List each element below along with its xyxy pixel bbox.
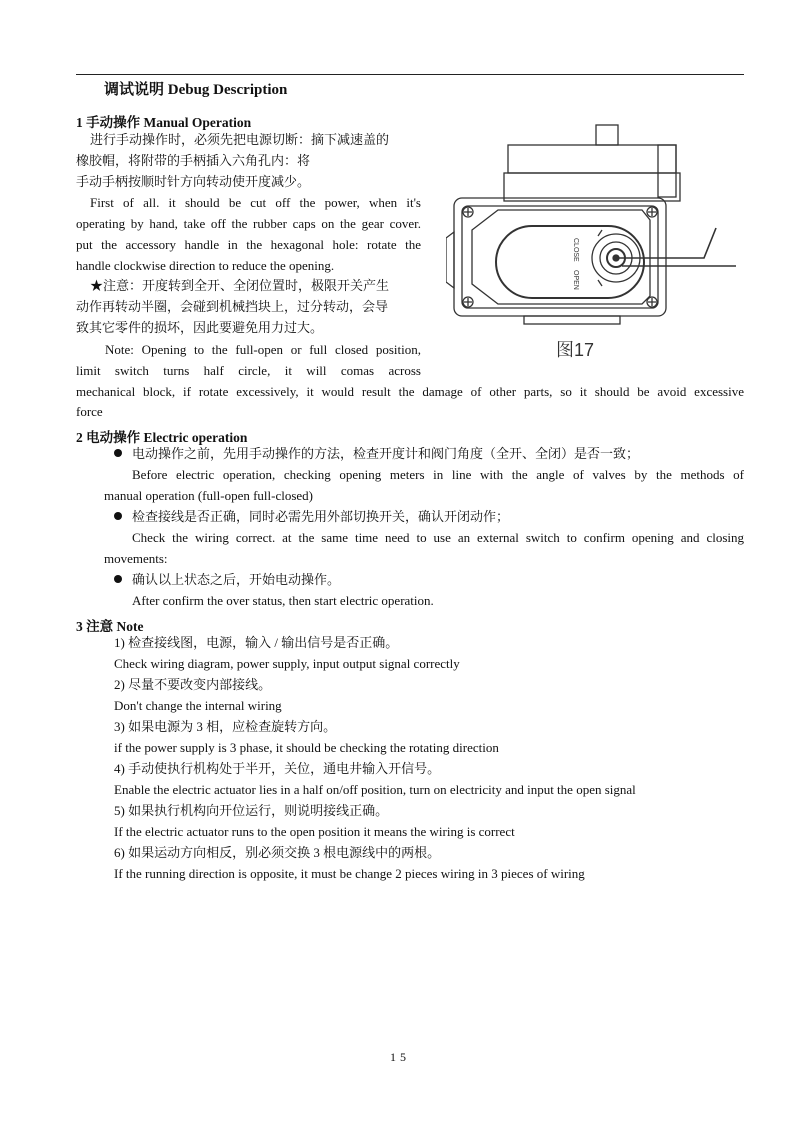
s1-en-line-4: handle clockwise direction to reduce the opening.	[76, 258, 335, 273]
s3-item-5-cn: 5) 如果执行机构向开位运行，则说明接线正确。	[114, 803, 389, 818]
s3-item-2-en: Don't change the internal wiring	[114, 698, 282, 713]
s2-item-2-en1: Check the wiring correct. at the same time need to use an external switch to confirm opening and closing	[132, 530, 744, 545]
open-label: OPEN	[572, 270, 579, 290]
bullet-dot	[114, 449, 122, 457]
s1-note-cn-line-3: 致其它零件的损坏，因此要避免用力过大。	[76, 320, 324, 335]
s3-item-1-en: Check wiring diagram, power supply, input output signal correctly	[114, 656, 460, 671]
s3-item-4-cn: 4) 手动使执行机构处于半开，关位，通电井输入开信号。	[114, 761, 441, 776]
s2-item-3-en1: After confirm the over status, then start electric operation.	[132, 593, 434, 608]
s2-item-2-cn: 检查接线是否正确，同时必需先用外部切换开关，确认开闭动作；	[132, 509, 510, 524]
s1-cn-line-2: 橡胶帽，将附带的手柄插入六角孔内：将	[76, 153, 311, 168]
s1-note-cn-line-1: ★注意：开度转到全开、全闭位置时，极限开关产生	[90, 278, 390, 293]
s3-item-1-cn: 1) 检查接线图，电源，输入 / 输出信号是否正确。	[114, 635, 399, 650]
bullet-dot	[114, 512, 122, 520]
s2-item-1-cn: 电动操作之前，先用手动操作的方法，检查开度计和阀门角度（全开、全闭）是否一致；	[132, 446, 640, 461]
s1-note-en-line-1: Note: Opening to the full-open or full closed position,	[105, 342, 421, 357]
s3-item-5-en: If the electric actuator runs to the open position it means the wiring is correct	[114, 824, 515, 839]
s2-item-1-en2: manual operation (full-open full-closed)	[104, 488, 314, 503]
bullet-dot	[114, 575, 122, 583]
s3-item-2-cn: 2) 尽量不要改变内部接线。	[114, 677, 272, 692]
s2-item-1-en1: Before electric operation, checking opening meters in line with the angle of valves by the methods of	[132, 467, 744, 482]
page-number: 15	[390, 1050, 410, 1064]
s2-item-2-en2: movements:	[104, 551, 168, 566]
actuator-figure	[446, 120, 746, 380]
s1-note-en-line-2: limit switch turns half circle, it will comas across	[76, 363, 421, 378]
s1-en-line-3: put the accessory handle in the hexagonal hole: rotate the	[76, 237, 421, 252]
section-3-heading: 3 注意 Note	[76, 619, 144, 634]
section-1-heading: 1 手动操作 Manual Operation	[76, 115, 252, 130]
s1-en-line-2: operating by hand, take off the rubber caps on the gear cover.	[76, 216, 421, 231]
top-rule	[76, 74, 744, 75]
s1-note-cn-line-2: 动作再转动半圈，会碰到机械挡块上，过分转动，会导	[76, 299, 389, 314]
s3-item-3-cn: 3) 如果电源为 3 相，应检查旋转方向。	[114, 719, 337, 734]
s3-item-6-en: If the running direction is opposite, it must be change 2 pieces wiring in 3 pieces of wiring	[114, 866, 585, 881]
s3-item-3-en: if the power supply is 3 phase, it should be checking the rotating direction	[114, 740, 499, 755]
s1-cn-line-3: 手动手柄按顺时针方向转动使开度减少。	[76, 174, 311, 189]
close-label: CLOSE	[572, 238, 579, 262]
figure-caption: 图17	[556, 340, 595, 360]
s1-cn-line-1: 进行手动操作时，必须先把电源切断：摘下减速盖的	[90, 132, 390, 147]
s3-item-4-en: Enable the electric actuator lies in a half on/off position, turn on electricity and input the open signal	[114, 782, 636, 797]
page-title: 调试说明 Debug Description	[104, 82, 288, 98]
s1-note-en-line-4: force	[76, 404, 103, 419]
s2-item-3-cn: 确认以上状态之后，开始电动操作。	[132, 572, 341, 587]
s3-item-6-cn: 6) 如果运动方向相反，别必须交换 3 根电源线中的两根。	[114, 845, 441, 860]
s1-note-en-line-3: mechanical block, if rotate excessively, it would result the damage of other parts, so it should be avoid excessive	[76, 384, 744, 399]
section-2-heading: 2 电动操作 Electric operation	[76, 430, 248, 445]
s1-en-line-1: First of all. it should be cut off the power, when it's	[90, 195, 421, 210]
